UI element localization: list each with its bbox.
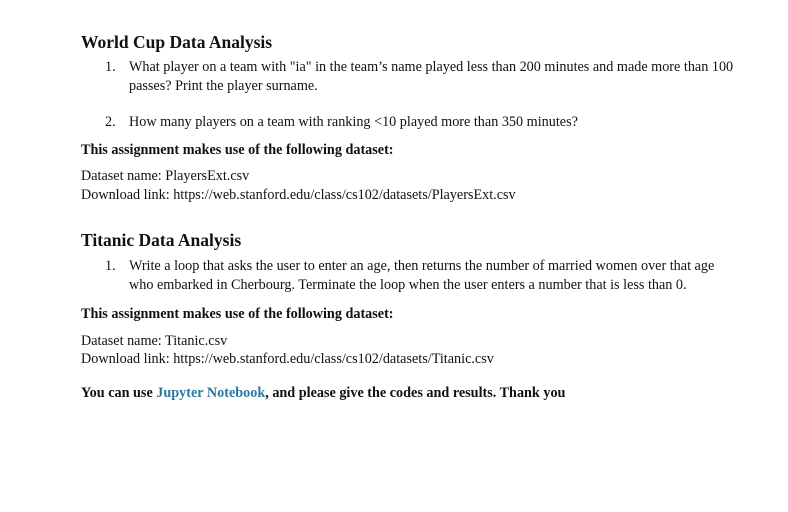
document-page <box>81 30 741 402</box>
titanic-dataset-info <box>81 332 741 369</box>
footer-suffix: , and please give the codes and results. Thank you <box>265 384 566 401</box>
titanic-dataset-name: Dataset name: Titanic.csv <box>81 332 228 349</box>
world-cup-question-1 <box>81 58 741 95</box>
world-cup-dataset-name: Dataset name: PlayersExt.csv <box>81 168 250 184</box>
world-cup-section <box>81 30 741 204</box>
titanic-question-1 <box>81 257 741 294</box>
titanic-dataset-heading: This assignment makes use of the following dataset: <box>81 306 394 322</box>
jupyter-notebook-link[interactable]: Jupyter Notebook <box>156 384 266 401</box>
world-cup-dataset-heading: This assignment makes use of the following dataset: <box>81 141 394 158</box>
world-cup-download-link[interactable]: Download link: https://web.stanford.edu/class/cs102/datasets/PlayersExt.csv <box>81 186 516 203</box>
question-number: 1. <box>105 59 116 75</box>
world-cup-question-list <box>81 58 741 132</box>
titanic-download-link[interactable]: Download link: https://web.stanford.edu/class/cs102/datasets/Titanic.csv <box>81 351 494 367</box>
footer-note <box>81 384 741 403</box>
titanic-title: Titanic Data Analysis <box>81 230 242 250</box>
footer-prefix: You can use <box>81 384 157 401</box>
world-cup-question-2 <box>81 113 741 132</box>
question-number: 2. <box>105 114 116 130</box>
titanic-question-list <box>81 257 741 294</box>
question-text: Write a loop that asks the user to enter an age, then returns the number of married women over that age who embarked in Cherbourg. Terminate the loop when the user enters a number that is less than 0. <box>129 258 715 293</box>
question-text: What player on a team with "ia" in the team’s name played less than 200 minutes and made more than 100 passes? Print the player surname. <box>129 59 734 94</box>
question-number: 1. <box>105 258 116 274</box>
question-text: How many players on a team with ranking <10 played more than 350 minutes? <box>129 114 578 130</box>
world-cup-dataset-info <box>81 167 741 204</box>
titanic-section <box>81 228 741 369</box>
world-cup-title: World Cup Data Analysis <box>81 32 273 52</box>
